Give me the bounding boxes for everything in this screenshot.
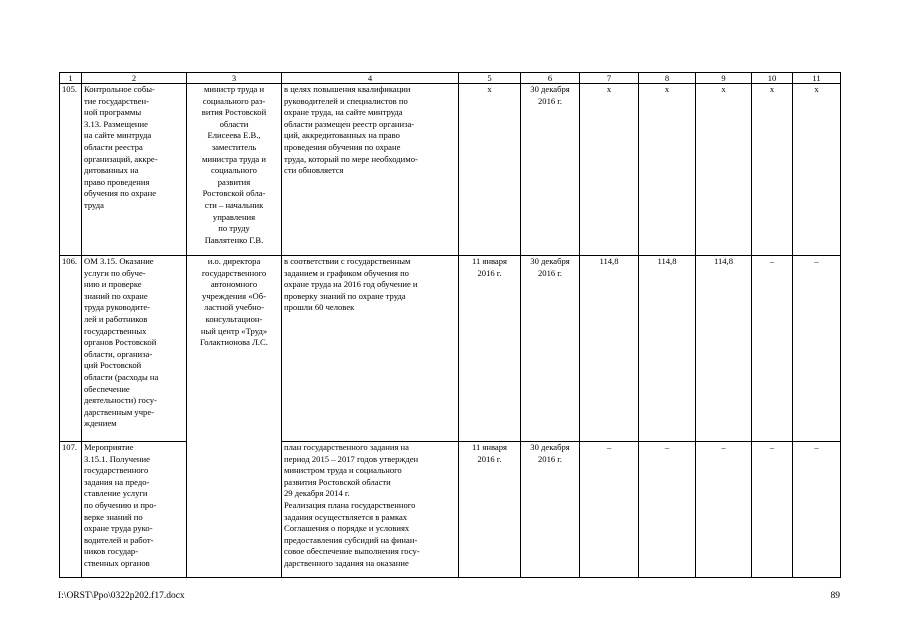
text-line: Ростовской обла- [202,188,266,199]
text-line: области [219,118,249,129]
executor [187,84,282,256]
cell-col8: x [639,84,696,256]
table-row [60,442,841,578]
text-line: труда, который по мере необходимо- [284,153,418,164]
text-line: деятельности) госу- [84,395,157,406]
text-line: нию и проверке [84,279,142,290]
text-line: 30 декабря [530,442,570,452]
cell-col9: 114,8 [696,256,752,442]
text-line: 29 декабря 2014 г. [284,488,350,499]
document-path: I:\ORST\Ppo\0322p202.f17.docx [58,591,185,601]
text-line: министр труда и [203,84,265,94]
result-text [282,442,459,578]
text-line: области реестра [84,141,143,152]
text-line: министром труда и социального [284,465,402,476]
text-line: ный центр «Труд» [200,325,268,336]
text-line: 2016 г. [477,453,502,464]
text-line: знаний по охране [84,290,148,301]
text-line: государственного [84,465,149,476]
text-line: задания осуществляется в рамках [284,511,408,522]
text-line: Голактионова Л.С. [200,337,268,348]
cell-col11: – [793,256,841,442]
text-line: 11 января [472,256,507,266]
text-line: ставление услуги [84,488,148,499]
start-date [459,256,521,442]
result-text [282,256,459,442]
event-name [82,256,187,442]
text-line: заданием и графиком обучения по [284,267,409,278]
text-line: совое обеспечение выполнения госу- [284,546,420,557]
text-line: охране труда, на сайте минтруда [284,107,403,118]
text-line: социального раз- [202,95,266,106]
text-line: автономного [210,279,258,290]
text-line: дарственного задания на оказание [284,557,409,568]
text-line: 30 декабря [530,256,570,266]
cell-col8: 114,8 [639,256,696,442]
text-line: учреждения «Об- [202,290,266,301]
cell-col11: x [793,84,841,256]
text-line: ОМ 3.15. Оказание [84,256,154,266]
cell-col7: x [580,84,639,256]
text-line: развития Ростовской области [284,476,391,487]
column-number-11: 11 [793,73,841,84]
text-line: 2016 г. [537,453,563,464]
text-line: консультацион- [205,313,263,324]
text-line: ждением [84,418,117,429]
column-number-row [60,73,841,84]
text-line: руководителей и специалистов по [284,95,408,106]
text-line: 3.13. Размещение [84,118,148,129]
column-number-2: 2 [82,73,187,84]
text-line: услуги по обуче- [84,267,146,278]
column-number-4: 4 [282,73,459,84]
text-line: социального [211,165,257,176]
cell-col9: x [696,84,752,256]
row-number: 105. [60,84,82,256]
text-line: дарственным учре- [84,406,155,417]
cell-col10: – [752,256,793,442]
cell-col8: – [639,442,696,578]
text-line: сти обновляется [284,165,344,176]
text-line: области (расходы на [84,371,159,382]
text-line: труда [84,199,104,210]
page-number: 89 [830,591,840,601]
text-line: заместитель [211,141,257,152]
column-number-8: 8 [639,73,696,84]
text-line: государственных [84,325,147,336]
result-text [282,84,459,256]
text-line: ственных органов [84,557,150,568]
text-line: задания на предо- [84,476,150,487]
text-line: 2016 г. [477,267,502,278]
text-line: органов Ростовской [84,337,157,348]
cell-col7: 114,8 [580,256,639,442]
text-line: 30 декабря [530,84,570,94]
text-line: по обучению и про- [84,499,157,510]
text-line: Елисеева Е.В., [207,130,261,141]
text-line: план государственного задания на [284,442,409,452]
text-line: области размещен реестр организа- [284,118,415,129]
cell-col7: – [580,442,639,578]
text-line: ников государ- [84,546,139,557]
text-line: труда руководите- [84,302,151,313]
text-line: дитованных на [84,165,139,176]
text-line: лей и работников [84,313,148,324]
text-line: ластной учебно- [204,302,264,313]
text-line: ций Ростовской [84,360,142,371]
text-line: Соглашения о порядке и условиях [284,523,410,534]
text-line: вития Ростовской [201,107,267,118]
text-line: в целях повышения квалификации [284,84,411,94]
text-line: области, организа- [84,348,153,359]
text-line: государственного [201,267,267,278]
column-number-7: 7 [580,73,639,84]
text-line: 2016 г. [537,95,563,106]
row-number: 107. [60,442,82,578]
text-line: обучения по охране [84,188,157,199]
text-line: и.о. директора [207,256,261,266]
text-line: ной программы [84,107,142,118]
column-number-3: 3 [187,73,282,84]
column-number-1: 1 [60,73,82,84]
text-line: на сайте минтруда [84,130,152,141]
text-line: верке знаний по [84,511,143,522]
text-line: проверку знаний по охране труда [284,290,406,301]
column-number-10: 10 [752,73,793,84]
text-line: министра труда и [202,153,266,164]
text-line: право проведения [84,176,150,187]
text-line: тие государствен- [84,95,149,106]
text-line: проведения обучения по охране [284,141,401,152]
text-line: сти – начальник [204,199,264,210]
start-date: x [459,84,521,256]
text-line: по труду [218,223,250,234]
column-number-9: 9 [696,73,752,84]
cell-col11: – [793,442,841,578]
text-line: в соответствии с государственным [284,256,411,266]
text-line: предоставления субсидий на финан- [284,534,418,545]
text-line: 3.15.1. Получение [84,453,150,464]
column-number-5: 5 [459,73,521,84]
text-line: Контрольное собы- [84,84,155,94]
event-name [82,84,187,256]
text-line: прошли 60 человек [284,302,355,313]
text-line: 11 января [472,442,507,452]
end-date [521,442,580,578]
executor [187,442,282,578]
text-line: охране труда на 2016 год обучение и [284,279,418,290]
text-line: Мероприятие [84,442,134,452]
cell-col10: – [752,442,793,578]
table-row [60,256,841,442]
text-line: Павлятенко Г.В. [204,234,264,245]
cell-col9: – [696,442,752,578]
table-row [60,84,841,256]
text-line: развития [217,176,251,187]
cell-col10: x [752,84,793,256]
end-date [521,256,580,442]
text-line: обеспечение [84,383,130,394]
text-line: 2016 г. [537,267,563,278]
text-line: Реализация плана государственного [284,499,416,510]
text-line: организаций, аккре- [84,153,158,164]
text-line: охране труда руко- [84,523,153,534]
text-line: ций, аккредитованных на право [284,130,400,141]
column-number-6: 6 [521,73,580,84]
report-table [59,72,841,578]
text-line: управления [212,211,256,222]
event-name [82,442,187,578]
start-date [459,442,521,578]
executor [187,256,282,442]
text-line: водителей и работ- [84,534,154,545]
end-date [521,84,580,256]
text-line: период 2015 – 2017 годов утвержден [284,453,419,464]
row-number: 106. [60,256,82,442]
